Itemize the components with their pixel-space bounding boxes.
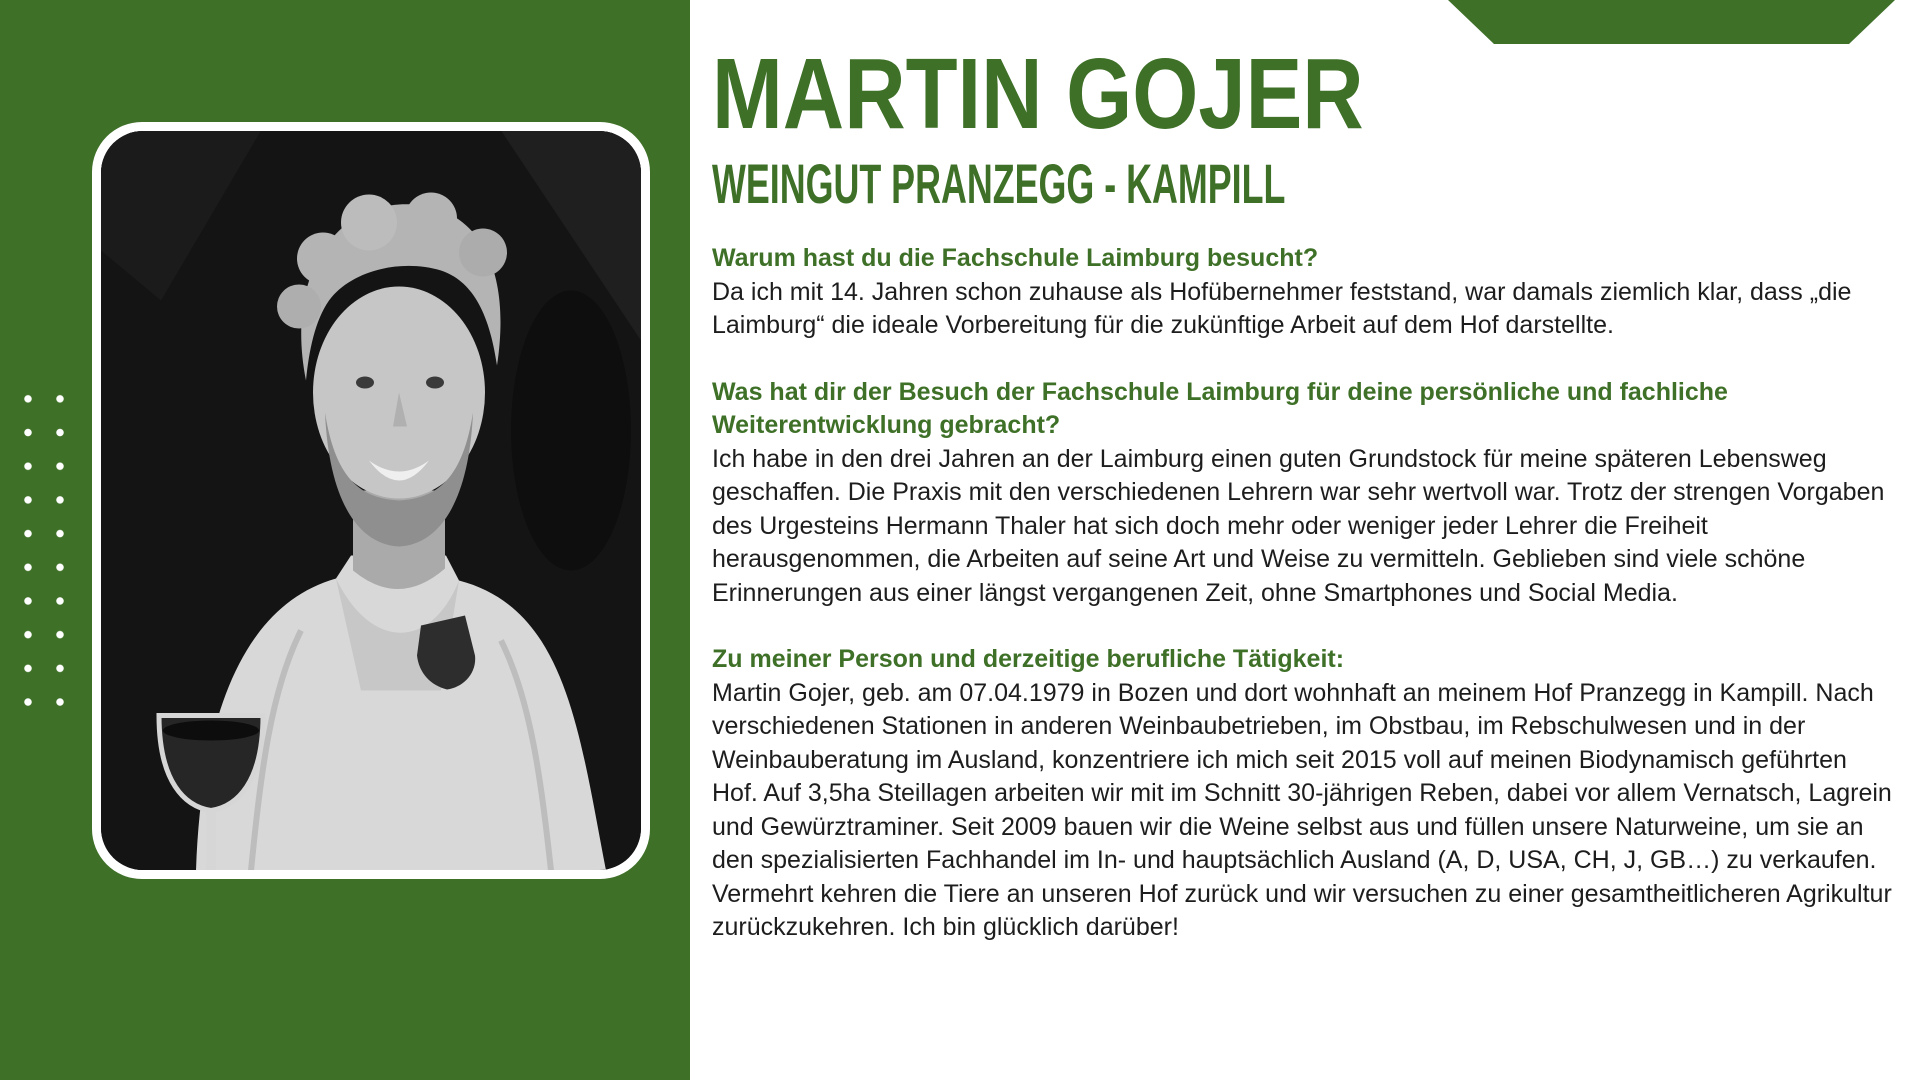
question-heading: Warum hast du die Fachschule Laimburg besucht? bbox=[712, 244, 1319, 272]
qa-section-3 bbox=[712, 643, 1897, 945]
answer-text: Da ich mit 14. Jahren schon zuhause als Hofübernehmer feststand, war damals ziemlich klar, dass „die Laimburg“ die ideale Vorbereitung für die zukünftige Arbeit auf dem Hof darstellte. bbox=[712, 277, 1852, 339]
question-heading: Was hat dir der Besuch der Fachschule Laimburg für deine persönliche und fachliche Weiterentwicklung gebracht? bbox=[712, 377, 1728, 439]
qa-section-2 bbox=[712, 376, 1897, 611]
question-heading: Zu meiner Person und derzeitige berufliche Tätigkeit: bbox=[712, 645, 1345, 673]
qa-section-1 bbox=[712, 242, 1897, 343]
dot-pattern bbox=[12, 382, 76, 720]
portrait-photo-frame bbox=[92, 122, 650, 879]
profile-content bbox=[712, 38, 1897, 978]
left-green-panel bbox=[0, 0, 690, 1080]
page-subtitle: WEINGUT PRANZEGG - KAMPILL bbox=[712, 152, 1286, 215]
portrait-photo bbox=[101, 131, 641, 870]
page-title: MARTIN GOJER bbox=[712, 38, 1364, 150]
qa-sections bbox=[712, 242, 1897, 945]
answer-text: Ich habe in den drei Jahren an der Laimburg einen guten Grundstock für meine späteren Lebensweg geschaffen. Die Praxis mit den verschiedenen Lehrern war sehr wertvoll war. Trotz der strengen Vorgaben des Urgesteins Hermann Thaler hat sich doch mehr oder weniger jeder Lehrer die Freiheit herausgenommen, die Arbeiten auf seine Art und Weise zu vermitteln. Geblieben sind viele schöne Erinnerungen aus einer längst vergangenen Zeit, ohne Smartphones und Social Media. bbox=[712, 444, 1885, 607]
answer-text: Martin Gojer, geb. am 07.04.1979 in Bozen und dort wohnhaft an meinem Hof Pranzegg in Kampill. Nach verschiedenen Stationen in anderen Weinbaubetrieben, im Obstbau, im Rebschulwesen und in der Weinbauberatung im Ausland, konzentriere ich mich seit 2015 voll auf meinen Biodynamisch geführten Hof. Auf 3,5ha Steillagen arbeiten wir mit im Schnitt 30-jährigen Reben, dabei vor allem Vernatsch, Lagrein und Gewürztraminer. Seit 2009 bauen wir die Weine selbst aus und füllen unsere Naturweine, um sie an den spezialisierten Fachhandel im In- und hauptsächlich Ausland (A, D, USA, CH, J, GB…) zu verkaufen. Vermehrt kehren die Tiere an unseren Hof zurück und wir versuchen zu einer gesamtheitlicheren Agrikultur zurückzukehren. Ich bin glücklich darüber! bbox=[712, 678, 1892, 941]
corner-accent-shape bbox=[1448, 0, 1895, 44]
